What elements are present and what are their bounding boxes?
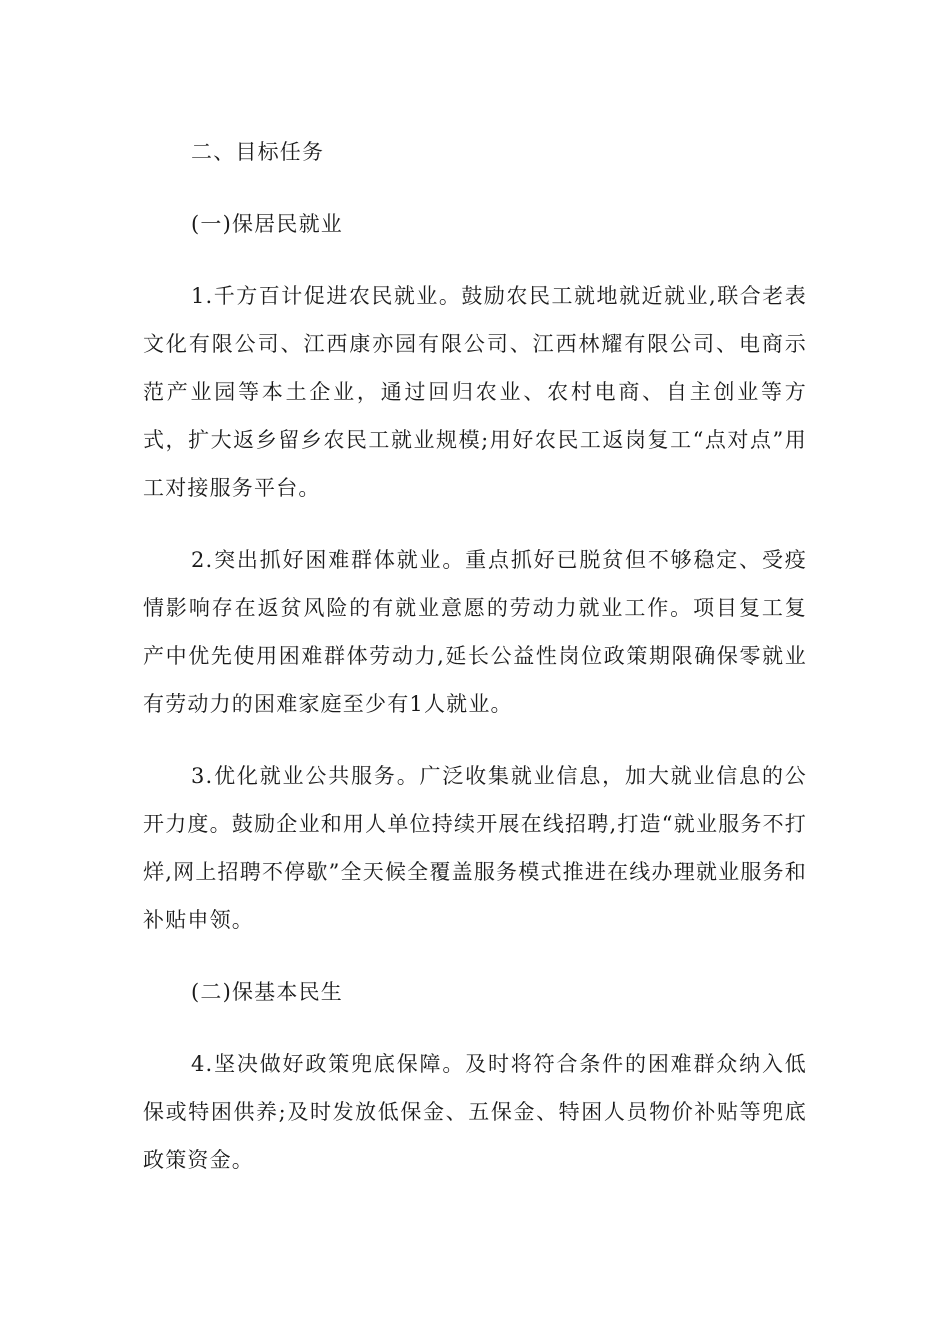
section-heading: 二、目标任务 [191,140,325,164]
paragraph-3: 3.优化就业公共服务。广泛收集就业信息，加大就业信息的公开力度。鼓励企业和用人单位持续开展在线招聘,打造“就业服务不打烊,网上招聘不停歇”全天候全覆盖服务模式推进在线办理就业服务和补贴申领。 [143,764,807,932]
paragraph-1: 1.千方百计促进农民就业。鼓励农民工就地就近就业,联合老表文化有限公司、江西康亦园有限公司、江西林耀有限公司、电商示范产业园等本土企业，通过回归农业、农村电商、自主创业等方式，扩大返乡留乡农民工就业规模;用好农民工返岗复工“点对点”用工对接服务平台。 [143,284,807,500]
paragraph-4: 4.坚决做好政策兜底保障。及时将符合条件的困难群众纳入低保或特困供养;及时发放低保金、五保金、特困人员物价补贴等兜底政策资金。 [143,1052,807,1172]
paragraph-2: 2.突出抓好困难群体就业。重点抓好已脱贫但不够稳定、受疫情影响存在返贫风险的有就业意愿的劳动力就业工作。项目复工复产中优先使用困难群体劳动力,延长公益性岗位政策期限确保零就业有劳动力的困难家庭至少有1人就业。 [143,548,807,716]
document-body [143,128,807,1208]
subsection-heading-1: (一)保居民就业 [191,212,343,236]
subsection-heading-2: (二)保基本民生 [191,980,343,1004]
